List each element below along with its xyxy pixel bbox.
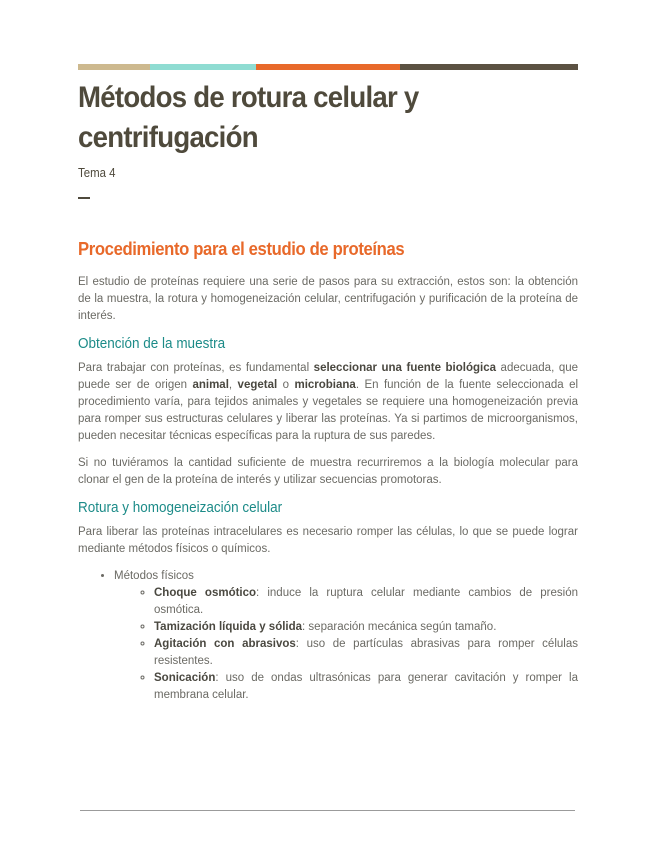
list-item xyxy=(154,670,578,704)
list-item xyxy=(154,636,578,670)
document-subtitle: Tema 4 xyxy=(78,165,116,180)
text-run: : separación mecánica según tamaño. xyxy=(302,621,497,633)
footer-divider xyxy=(80,810,575,811)
text-run: : uso de partículas abrasivas para romper células resistentes. xyxy=(154,638,578,667)
rotura-paragraph-1: Para liberar las proteínas intracelulares es necesario romper las células, lo que se puede lograr mediante métodos físicos o químicos. xyxy=(78,526,578,555)
title-dash-divider xyxy=(78,197,90,199)
bold-term: seleccionar una fuente biológica xyxy=(313,362,497,374)
bold-term: Sonicación xyxy=(154,672,216,684)
bold-term: Tamización líquida y sólida xyxy=(154,621,303,633)
color-bar-segment-4 xyxy=(400,64,578,70)
subheading-rotura: Rotura y homogeneización celular xyxy=(78,499,283,516)
list-item xyxy=(114,568,578,704)
color-bar-segment-3 xyxy=(256,64,400,70)
methods-list xyxy=(78,568,578,704)
obtencion-paragraph-1 xyxy=(78,360,578,445)
obtencion-paragraph-2: Si no tuviéramos la cantidad suficiente de muestra recurriremos a la biología molecular para clonar el gen de la proteína de interés y utilizar secuencias promotoras. xyxy=(78,457,578,486)
document-title: Métodos de rotura celular y centrifugación xyxy=(78,81,419,154)
text-run: Para trabajar con proteínas, es fundamental xyxy=(78,362,314,374)
text-run: : induce la ruptura celular mediante cambios de presión osmótica. xyxy=(154,587,578,616)
color-bar-segment-2 xyxy=(150,64,256,70)
text-run: o xyxy=(277,379,295,391)
color-bar-segment-1 xyxy=(78,64,150,70)
subheading-obtencion: Obtención de la muestra xyxy=(78,335,226,352)
text-run: , xyxy=(228,379,238,391)
bold-term: Agitación con abrasivos xyxy=(154,638,296,650)
list-item-label: Métodos físicos xyxy=(114,570,194,582)
list-item xyxy=(154,619,578,636)
section-heading: Procedimiento para el estudio de proteínas xyxy=(78,238,405,259)
list-item xyxy=(154,585,578,619)
section-intro: El estudio de proteínas requiere una serie de pasos para su extracción, estos son: la obtención de la muestra, la rotura y homogeneización celular, centrifugación y purificación de la proteína de interés. xyxy=(78,276,578,322)
text-run: adecuada, que puede ser de origen xyxy=(78,362,579,391)
bold-term: vegetal xyxy=(237,379,278,391)
text-run: : uso de ondas ultrasónicas para generar cavitación y romper la membrana celular. xyxy=(154,672,578,701)
bold-term: microbiana xyxy=(294,379,356,391)
main-content xyxy=(78,238,578,704)
header-color-bar xyxy=(78,64,578,70)
text-run: . En función de la fuente seleccionada el procedimiento varía, para tejidos animales y vegetales se requiere una homogeneización previa para romper sus estructuras celulares y liberar las proteínas. Ya si partimos de microorganismos, pueden necesitar técnicas específicas para la ruptura de sus paredes. xyxy=(78,379,579,442)
bold-term: animal xyxy=(192,379,229,391)
bold-term: Choque osmótico xyxy=(154,587,257,599)
physical-methods-list xyxy=(114,585,578,704)
